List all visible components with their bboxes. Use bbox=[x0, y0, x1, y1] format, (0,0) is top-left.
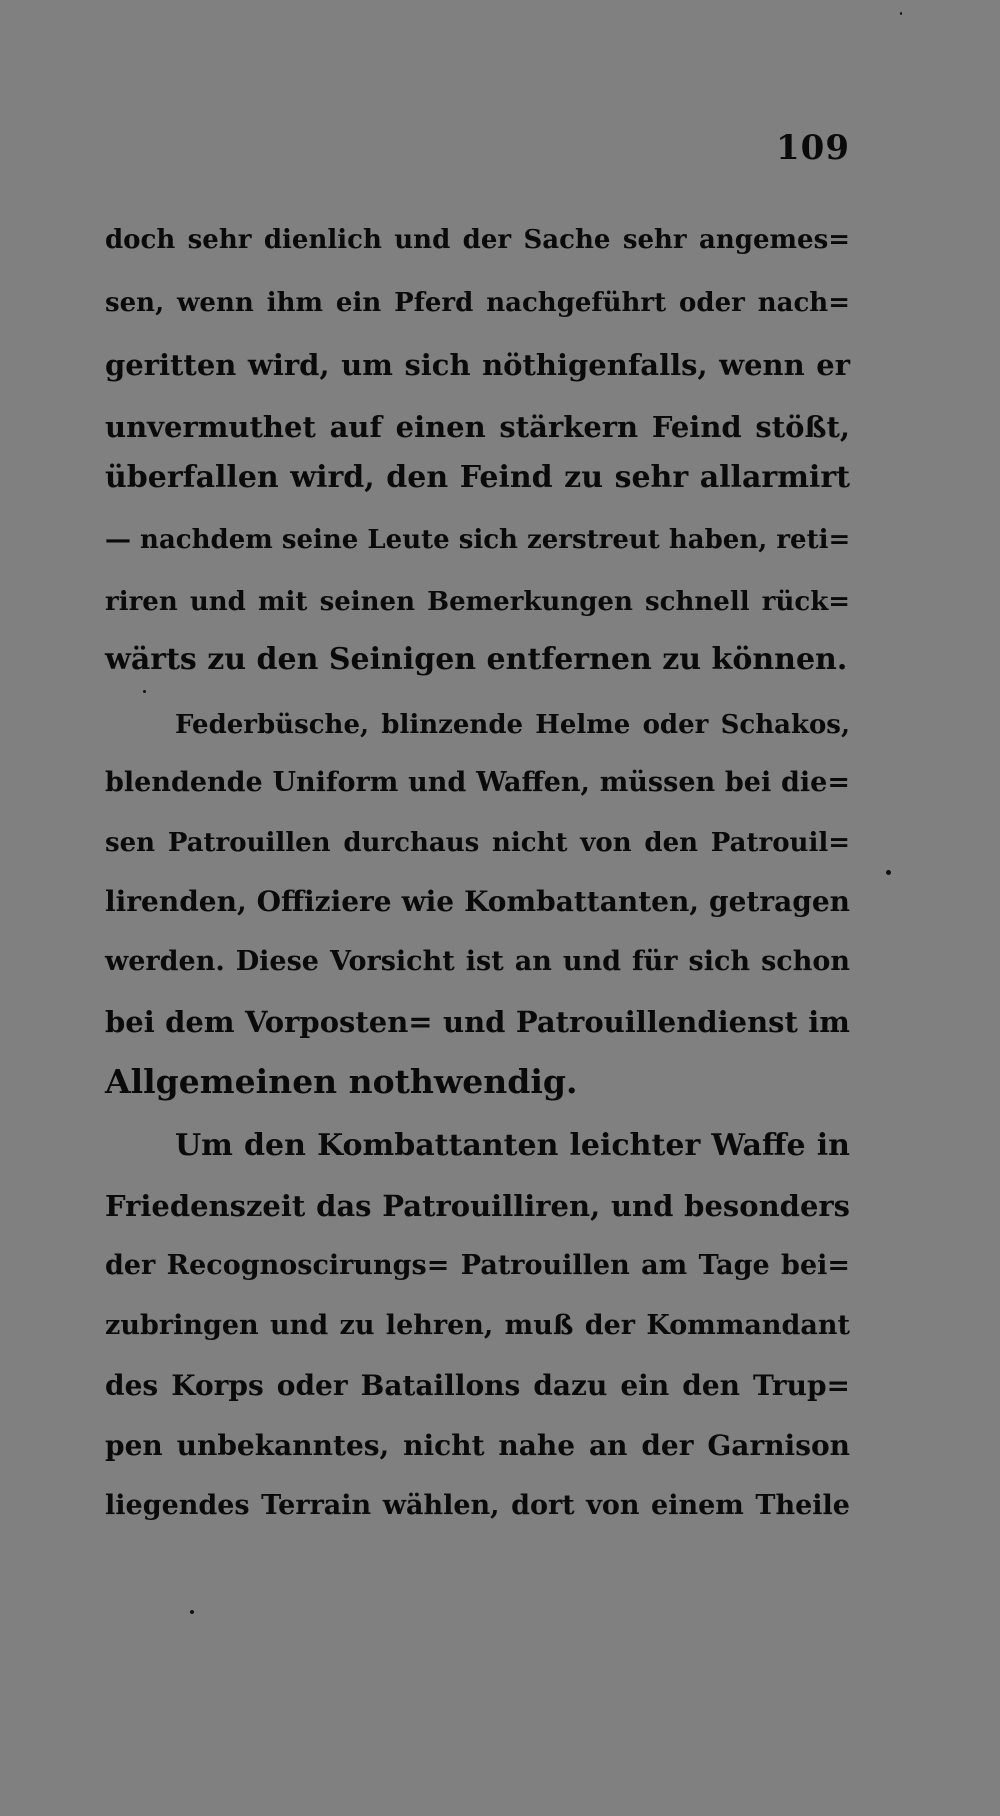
text-line: werden. Diese Vorsicht ist an und für sich schon bbox=[105, 946, 850, 977]
text-line: liegendes Terrain wählen, dort von einem Theile bbox=[105, 1490, 850, 1521]
text-line: Allgemeinen nothwendig. bbox=[105, 1062, 578, 1101]
text-line: zubringen und zu lehren, muß der Kommandant bbox=[105, 1310, 850, 1341]
text-line: pen unbekanntes, nicht nahe an der Garnison bbox=[105, 1429, 850, 1462]
text-line: Um den Kombattanten leichter Waffe in bbox=[175, 1128, 850, 1163]
page-number: 109 bbox=[776, 128, 850, 168]
text-line: Friedenszeit das Patrouilliren, und besonders bbox=[105, 1189, 850, 1223]
text-line: — nachdem seine Leute sich zerstreut haben, reti= bbox=[105, 525, 851, 555]
text-line: riren und mit seinen Bemerkungen schnell rück= bbox=[105, 587, 850, 617]
text-line: unvermuthet auf einen stärkern Feind stößt, bbox=[105, 410, 850, 444]
text-line: sen Patrouillen durchaus nicht von den Patrouil= bbox=[105, 828, 850, 858]
text-line: geritten wird, um sich nöthigenfalls, wenn er bbox=[105, 348, 850, 382]
text-line: blendende Uniform und Waffen, müssen bei die= bbox=[105, 767, 850, 798]
text-line: Federbüsche, blinzende Helme oder Schakos, bbox=[175, 710, 850, 740]
scan-speck bbox=[886, 870, 891, 875]
scan-speck bbox=[190, 1610, 194, 1614]
text-line: lirenden, Offiziere wie Kombattanten, getragen bbox=[105, 885, 850, 918]
text-line: überfallen wird, den Feind zu sehr allarmirt bbox=[105, 460, 850, 495]
text-line: des Korps oder Bataillons dazu ein den Trup= bbox=[105, 1369, 850, 1402]
text-line: doch sehr dienlich und der Sache sehr angemes= bbox=[105, 225, 850, 255]
text-line: der Recognoscirungs= Patrouillen am Tage bei= bbox=[105, 1250, 850, 1281]
text-line: sen, wenn ihm ein Pferd nachgeführt oder nach= bbox=[105, 288, 850, 318]
text-line: bei dem Vorposten= und Patrouillendienst im bbox=[105, 1005, 850, 1039]
scan-speck bbox=[143, 690, 146, 693]
text-line: wärts zu den Seinigen entfernen zu können. bbox=[105, 642, 848, 677]
scan-speck bbox=[900, 12, 902, 15]
